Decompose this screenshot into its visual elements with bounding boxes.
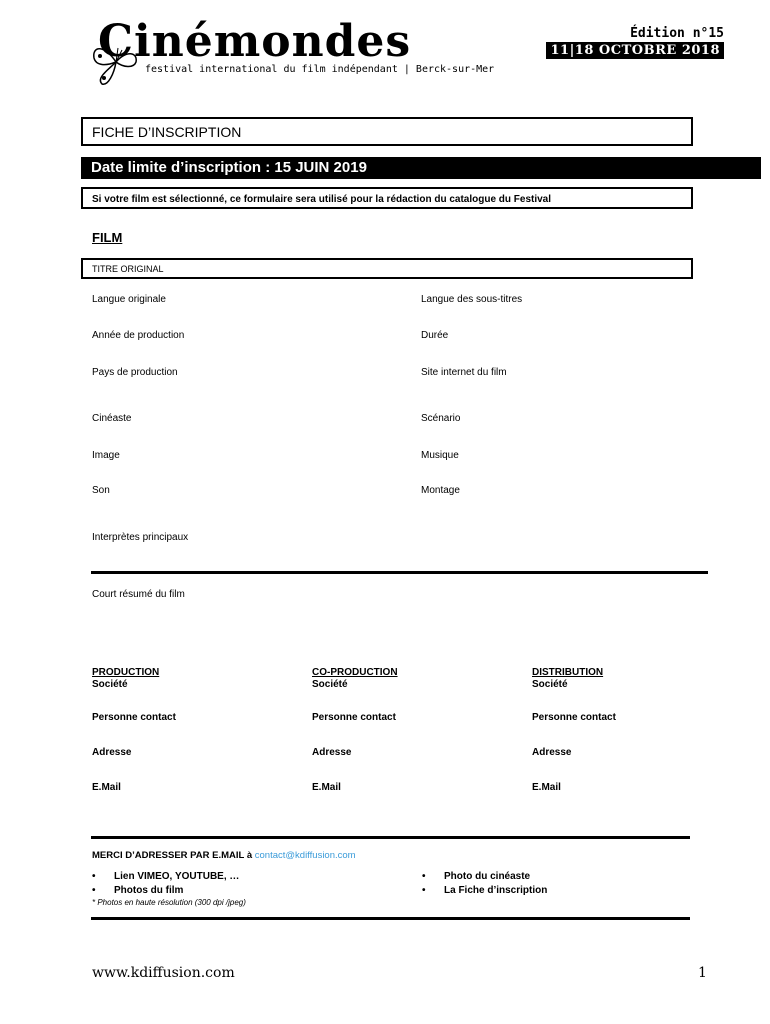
logo	[90, 16, 495, 80]
titre-original-field[interactable]	[81, 258, 693, 279]
production-heading: PRODUCTION	[92, 667, 160, 678]
field-cineaste: Cinéaste	[92, 413, 132, 424]
production-adresse: Adresse	[92, 747, 132, 758]
titre-original-label: TITRE ORIGINAL	[92, 264, 164, 274]
form-title-box	[81, 117, 693, 146]
film-section-heading: FILM	[92, 230, 123, 245]
distribution-contact: Personne contact	[532, 712, 616, 723]
coproduction-heading: CO-PRODUCTION	[312, 667, 398, 678]
field-montage: Montage	[421, 485, 460, 496]
divider-rule	[91, 571, 708, 574]
field-resume: Court résumé du film	[92, 589, 185, 600]
field-musique: Musique	[421, 450, 459, 461]
send-email-link[interactable]: contact@kdiffusion.com	[254, 850, 356, 861]
send-line	[92, 850, 356, 861]
form-title: FICHE D’INSCRIPTION	[92, 124, 242, 140]
field-pays-production: Pays de production	[92, 367, 178, 378]
send-list-right	[422, 870, 547, 898]
photo-footnote: * Photos en haute résolution (300 dpi /jpeg)	[92, 898, 246, 907]
list-item: • Photos du film	[92, 884, 239, 898]
field-scenario: Scénario	[421, 413, 461, 424]
production-societe: Société	[92, 679, 128, 690]
send-top-rule	[91, 836, 690, 839]
list-item: • Lien VIMEO, YOUTUBE, …	[92, 870, 239, 884]
distribution-societe: Société	[532, 679, 568, 690]
festival-dates: 11|18 OCTOBRE 2018	[546, 42, 724, 59]
production-column	[92, 667, 292, 793]
coproduction-email: E.Mail	[312, 782, 341, 793]
list-item: • La Fiche d’inscription	[422, 884, 547, 898]
field-duree: Durée	[421, 330, 449, 341]
brand-title: Cinémondes	[98, 16, 412, 67]
send-label: MERCI D’ADRESSER PAR E.MAIL à	[92, 850, 253, 861]
distribution-adresse: Adresse	[532, 747, 572, 758]
field-site-internet: Site internet du film	[421, 367, 507, 378]
field-son: Son	[92, 485, 110, 496]
send-bottom-rule	[91, 917, 690, 920]
coproduction-societe: Société	[312, 679, 348, 690]
coproduction-column	[312, 667, 512, 793]
coproduction-contact: Personne contact	[312, 712, 396, 723]
coproduction-adresse: Adresse	[312, 747, 352, 758]
distribution-heading: DISTRIBUTION	[532, 667, 604, 678]
field-langue-sous-titres: Langue des sous-titres	[421, 294, 523, 305]
production-email: E.Mail	[92, 782, 121, 793]
note-box	[81, 187, 693, 209]
list-item: • Photo du cinéaste	[422, 870, 547, 884]
page-number: 1	[698, 965, 707, 981]
send-list-left	[92, 870, 239, 898]
footer-url: www.kdiffusion.com	[92, 965, 235, 981]
note-text: Si votre film est sélectionné, ce formulaire sera utilisé pour la rédaction du catalogue du Festival	[92, 194, 552, 205]
deadline-text: Date limite d’inscription : 15 JUIN 2019	[91, 159, 367, 176]
field-image: Image	[92, 450, 120, 461]
distribution-email: E.Mail	[532, 782, 561, 793]
field-interpretes: Interprètes principaux	[92, 532, 189, 543]
deadline-bar	[81, 157, 761, 179]
brand-subtitle: festival international du film indépendant | Berck-sur-Mer	[145, 64, 495, 75]
edition-label: Édition n°15	[630, 26, 724, 41]
distribution-column	[532, 667, 732, 793]
field-annee-production: Année de production	[92, 330, 185, 341]
field-langue-originale: Langue originale	[92, 294, 166, 305]
production-contact: Personne contact	[92, 712, 176, 723]
